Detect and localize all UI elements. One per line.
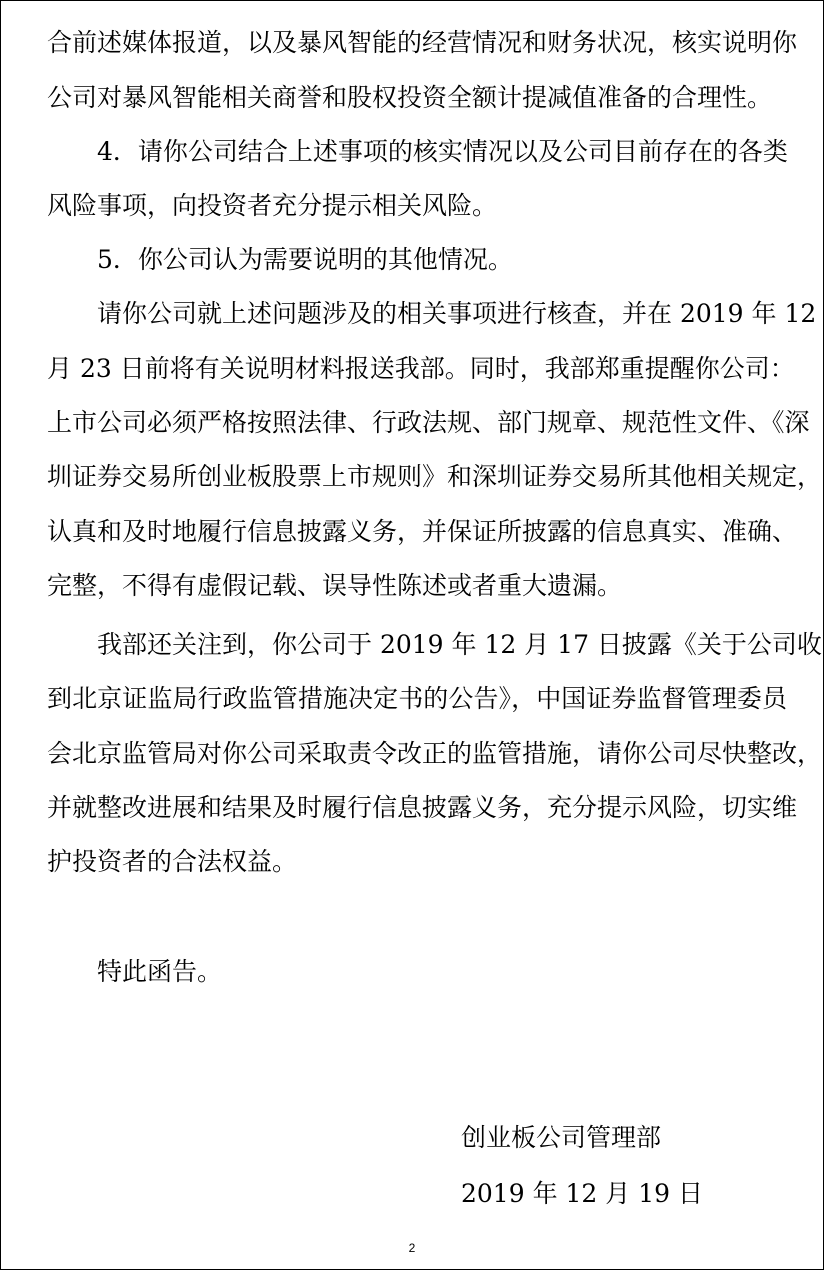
text-line: 5．你公司认为需要说明的其他情况。: [97, 245, 513, 274]
closing-text: 特此函告。: [97, 957, 223, 986]
text-line: 到北京证监局行政监管措施决定书的公告》，中国证券监督管理委员: [47, 684, 787, 713]
signature-date: 2019 年 12 月 19 日: [461, 1179, 703, 1208]
text-line: 上市公司必须严格按照法律、行政法规、部门规章、规范性文件、《深: [47, 408, 810, 437]
text-line: 合前述媒体报道，以及暴风智能的经营情况和财务状况，核实说明你: [47, 28, 798, 57]
text-line: 圳证券交易所创业板股票上市规则》和深圳证券交易所其他相关规定，: [47, 462, 823, 491]
text-line: 并就整改进展和结果及时履行信息披露义务，充分提示风险，切实维: [47, 793, 798, 822]
text-line: 4．请你公司结合上述事项的核实情况以及公司目前存在的各类: [97, 137, 788, 166]
text-line: 月 23 日前将有关说明材料报送我部。同时，我部郑重提醒你公司：: [47, 354, 795, 383]
text-line: 风险事项，向投资者充分提示相关风险。: [47, 191, 498, 220]
text-line: 我部还关注到，你公司于 2019 年 12 月 17 日披露《关于公司收: [97, 630, 822, 659]
text-line: 会北京监管局对你公司采取责令改正的监管措施，请你公司尽快整改，: [47, 739, 823, 768]
text-line: 请你公司就上述问题涉及的相关事项进行核查，并在 2019 年 12: [97, 299, 817, 328]
text-line: 认真和及时地履行信息披露义务，并保证所披露的信息真实、准确、: [47, 517, 798, 546]
text-line: 完整，不得有虚假记载、误导性陈述或者重大遗漏。: [47, 571, 623, 600]
page-number: 2: [408, 1241, 416, 1255]
text-line: 护投资者的合法权益。: [47, 847, 298, 876]
signature-department: 创业板公司管理部: [461, 1123, 662, 1152]
text-line: 公司对暴风智能相关商誉和股权投资全额计提减值准备的合理性。: [47, 83, 773, 112]
